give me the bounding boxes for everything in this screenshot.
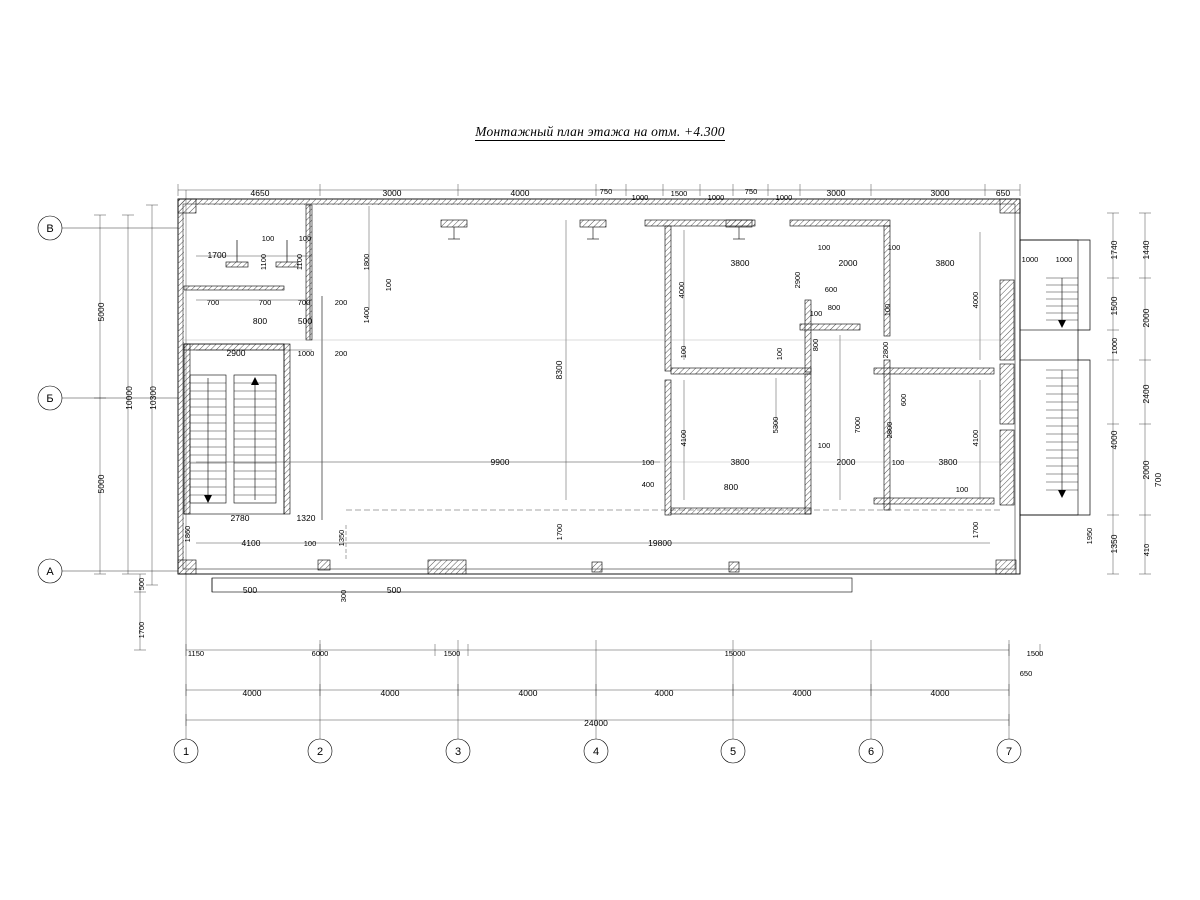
dim-top-5: 1000	[631, 193, 649, 202]
dim-i-500b: 500	[242, 585, 258, 595]
dim-i-100i: 100	[891, 458, 905, 467]
axis-label-7: 7	[1005, 746, 1013, 758]
dim-i-800d: 800	[723, 482, 739, 492]
wall-band-top	[178, 199, 1020, 205]
dim-i-100h: 100	[641, 458, 655, 467]
dim-top-2: 3000	[382, 188, 402, 198]
axis-label-v: В	[46, 223, 54, 235]
dim-i-1700a: 1700	[971, 521, 980, 539]
dim-bot2-4: 4000	[654, 688, 674, 698]
dim-bot2-1: 4000	[242, 688, 262, 698]
dim-i-100f: 100	[809, 309, 823, 318]
dim-i-2000a: 2000	[838, 258, 858, 268]
drawing-title-text: Монтажный план этажа на отм. +4.300	[475, 124, 725, 139]
dim-right-9: 2000	[1141, 460, 1151, 480]
dim-i-500a: 500	[297, 316, 313, 326]
dim-i-700a: 700	[206, 298, 220, 307]
dim-right-2: 1500	[1109, 296, 1119, 316]
axis-label-5: 5	[729, 746, 737, 758]
dim-i-1950: 1950	[1085, 527, 1094, 545]
dim-left-6: 1700	[137, 621, 146, 639]
dim-right-10: 700	[1153, 472, 1163, 488]
dim-bot-total: 24000	[584, 718, 608, 728]
dim-i-1800: 1800	[362, 253, 371, 271]
axis-label-1: 1	[182, 746, 190, 758]
dim-i-1700: 1700	[207, 250, 227, 260]
dim-i-8300: 8300	[554, 360, 564, 380]
dim-left-4: 10300	[148, 386, 158, 410]
left-dimension-labels	[96, 302, 158, 638]
dim-i-3800a: 3800	[730, 258, 750, 268]
dim-i-600b: 600	[899, 393, 908, 407]
dim-i-100d: 100	[817, 243, 831, 252]
axis-markers-horizontal	[174, 190, 1021, 763]
dim-right-7: 2000	[1141, 308, 1151, 328]
dim-i-4100b: 4100	[971, 429, 980, 447]
dim-i-1320: 1320	[296, 513, 316, 523]
dim-i-700c: 700	[297, 298, 311, 307]
dim-i-1400: 1400	[362, 306, 371, 324]
dim-i-2800b: 2800	[881, 341, 890, 359]
dim-i-100n: 100	[303, 539, 317, 548]
dim-left-3: 10000	[124, 386, 134, 410]
dim-i-19800: 19800	[648, 538, 672, 548]
dim-i-800c: 800	[811, 338, 820, 352]
dim-i-2000b: 2000	[836, 457, 856, 467]
dim-right-1: 1740	[1109, 240, 1119, 260]
axis-label-3: 3	[454, 746, 462, 758]
dim-i-9900: 9900	[490, 457, 510, 467]
dim-i-3800d: 3800	[938, 457, 958, 467]
dim-right-11: 410	[1142, 543, 1151, 557]
dim-right-3: 1000	[1110, 337, 1119, 355]
dim-i-4000a: 4000	[677, 281, 686, 299]
dim-right-6: 1440	[1141, 240, 1151, 260]
dim-i-800a: 800	[252, 316, 268, 326]
dim-i-2800a: 2800	[885, 421, 894, 439]
dim-left-2: 5000	[96, 474, 106, 494]
dim-i-100l: 100	[775, 347, 784, 361]
stair-block-left	[184, 344, 284, 514]
dim-i-4100c: 4100	[241, 538, 261, 548]
dim-i-1000c: 1000	[1055, 255, 1073, 264]
dim-i-5300: 5300	[771, 416, 780, 434]
right-dimension-labels	[1109, 240, 1163, 556]
left-partitions	[184, 205, 322, 520]
internal-walls	[645, 220, 1014, 515]
axis-label-a: А	[46, 566, 54, 578]
dim-i-500c: 500	[386, 585, 402, 595]
dim-i-200a: 200	[334, 298, 348, 307]
dim-i-400: 400	[641, 480, 655, 489]
dim-right-5: 1350	[1109, 534, 1119, 554]
dim-top-6: 1500	[670, 189, 688, 198]
dim-i-100b: 100	[298, 234, 312, 243]
dim-i-100a: 100	[261, 234, 275, 243]
dim-i-300: 300	[339, 589, 348, 603]
dim-i-2780: 2780	[230, 513, 250, 523]
dim-bot2-6: 4000	[930, 688, 950, 698]
dim-top-4: 750	[599, 187, 613, 196]
dim-left-1: 5000	[96, 302, 106, 322]
dim-i-1100a: 1100	[259, 253, 268, 271]
dim-i-100k: 100	[955, 485, 969, 494]
dim-right-8: 2400	[1141, 384, 1151, 404]
dim-i-1000a: 1000	[297, 349, 315, 358]
dim-i-2900a: 2900	[226, 348, 246, 358]
dim-bot1-3: 1500	[443, 649, 461, 658]
dim-bot2-2: 4000	[380, 688, 400, 698]
dim-i-4100a: 4100	[679, 429, 688, 447]
dim-i-100m: 100	[679, 345, 688, 359]
dim-i-100j: 100	[817, 441, 831, 450]
dim-i-100g: 100	[883, 303, 892, 317]
dim-top-8: 750	[744, 187, 758, 196]
dim-top-11: 3000	[930, 188, 950, 198]
dim-bot1-5: 1500	[1026, 649, 1044, 658]
dim-top-1: 4650	[250, 188, 270, 198]
bottom-terrace	[212, 560, 852, 592]
axis-label-4: 4	[592, 746, 600, 758]
dim-i-800b: 800	[827, 303, 841, 312]
dim-left-5: 500	[137, 577, 146, 591]
dim-i-100c: 100	[384, 278, 393, 292]
dim-i-3800c: 3800	[730, 457, 750, 467]
dim-top-9: 1000	[775, 193, 793, 202]
axis-labels	[46, 223, 1012, 758]
dim-top-10: 3000	[826, 188, 846, 198]
axis-label-b: Б	[46, 393, 54, 405]
dim-bot1-4: 15000	[724, 649, 746, 658]
dim-i-1350: 1350	[337, 529, 346, 547]
dim-i-1100b: 1100	[295, 253, 304, 271]
dim-top-12: 650	[995, 188, 1011, 198]
dim-top-7: 1000	[707, 193, 725, 202]
dim-i-4000b: 4000	[971, 291, 980, 309]
wall-band-left	[178, 199, 184, 574]
dim-top-3: 4000	[510, 188, 530, 198]
dim-i-3800b: 3800	[935, 258, 955, 268]
dim-bot1-2: 6000	[311, 649, 329, 658]
dim-bot1-1: 1150	[187, 649, 205, 658]
axis-label-6: 6	[867, 746, 875, 758]
axis-label-2: 2	[316, 746, 324, 758]
dim-i-700b: 700	[258, 298, 272, 307]
dim-bot2-5: 4000	[792, 688, 812, 698]
dim-bot1-6: 650	[1019, 669, 1033, 678]
dim-bot2-3: 4000	[518, 688, 538, 698]
dim-i-200b: 200	[334, 349, 348, 358]
dim-i-1700b: 1700	[555, 523, 564, 541]
dim-i-1000b: 1000	[1021, 255, 1039, 264]
stair-block-right	[1020, 240, 1090, 560]
dim-i-600a: 600	[824, 285, 838, 294]
interior-dimension-labels	[183, 234, 1094, 602]
dim-i-100e: 100	[887, 243, 901, 252]
bottom-dimension-labels	[188, 649, 1043, 728]
dim-i-1860: 1860	[183, 525, 192, 543]
dim-i-2900b: 2900	[793, 271, 802, 289]
dim-right-4: 4000	[1109, 430, 1119, 450]
dim-i-7000: 7000	[853, 416, 862, 434]
